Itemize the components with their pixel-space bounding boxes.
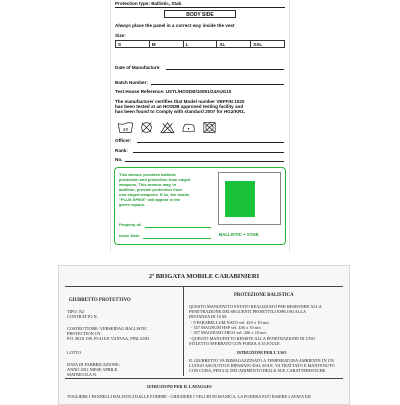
size-s: S — [116, 41, 150, 47]
intro-2: PENETRAZIONE DEI SEGUENTI PROIETTILI ESPLOSI ALLA — [189, 309, 307, 314]
extra-2: STILETTO SFERRATO CON FORZA A 35 JOULE. — [189, 341, 281, 346]
do-not-tumble-dry-icon — [201, 121, 218, 134]
size-table — [115, 40, 285, 48]
green-fill — [225, 181, 255, 217]
tipo: TIPO: N2 — [67, 309, 85, 314]
issue-date-line — [143, 238, 211, 239]
carabinieri-label — [58, 265, 350, 405]
do-not-dryclean-icon — [138, 121, 155, 134]
size-label: Size: — [115, 33, 126, 38]
certification-line-1: The manufacturer certifies that Model number VBFFIN 1020 — [115, 99, 245, 104]
green-text-6: "PLUS SPIKE" will appear in the — [119, 197, 181, 202]
no-line — [125, 161, 284, 162]
data-fabbricazione: DATA DI FABBRICAZIONE: — [67, 362, 120, 367]
green-text-5: non-edged weapons. If so, the words — [119, 192, 190, 197]
officer-label: Officer: — [115, 138, 132, 143]
column-divider — [183, 286, 184, 376]
protection-type: Protection type: Ballistic, Stab — [115, 1, 182, 6]
bullet-row-1: - 9 PARABELLUM NATO vel. 410 ± 10 m/s — [191, 320, 269, 325]
certification-line-2: has been tested at an HOSDB approved testing facility and — [115, 104, 244, 109]
date-of-manufacture: Date of Manufacture: — [115, 65, 161, 70]
lotto: LOTTO — [67, 350, 82, 355]
green-text-1: This armour provides ballistic — [119, 172, 176, 177]
placement-instruction: Always place the panel in a correct way inside the vest — [115, 23, 235, 28]
date-line — [166, 69, 284, 70]
wash-heading: ISTRUZIONI PER IL LAVAGGIO — [147, 384, 212, 389]
size-l: L — [184, 41, 218, 47]
do-not-bleach-icon — [159, 121, 176, 134]
right-heading: PROTEZIONE BALISTICA — [234, 293, 294, 298]
extra-1: - QUESTO MANUFATTO RESISTE ALLA PENETRAZIONE DI UNO — [189, 336, 315, 341]
use-text-1: IL GIUBBETTO VA IMMAGAZZINATO A TEMPERATURA AMBIENTE IN UN — [189, 358, 334, 363]
costruttore-2: PROTECTION OY — [67, 331, 102, 336]
officer-line — [137, 142, 284, 143]
anno-mese: ANNO 2011 MESE APRILE — [67, 367, 118, 372]
property-line — [145, 227, 211, 228]
bullet-row-3: - 357 MAGNUM CIRCO vel. 436 ± 10 m/s — [191, 330, 267, 335]
label-title: 2ª BRIGATA MOBILE CARABINIERI — [148, 273, 260, 280]
use-heading: ISTRUZIONI PER L'USO — [237, 350, 287, 355]
no-label: No. — [115, 157, 123, 162]
divider — [115, 7, 285, 8]
green-text-2: protection and protection from edged — [119, 177, 191, 182]
issue-date-label: Issue Date: — [119, 233, 141, 238]
ballistic-stab-badge: BALLISTIC + STAB — [219, 232, 259, 237]
bullet-row-2: - 357 MAGNUM HSP vel. 436 ± 10 m/s — [191, 325, 261, 330]
care-symbols — [117, 121, 218, 134]
size-m: M — [150, 41, 184, 47]
ballistic-label — [110, 0, 290, 252]
size-xl: XL — [217, 41, 251, 47]
matricola: MATRICOLA N. — [67, 372, 98, 377]
green-text-7: green square. — [119, 202, 146, 207]
costruttore-1: COSTRUTTORE: VERSEIDAG BALLISTIC — [67, 326, 148, 331]
certification-line-3: has been found to Comply with standard 2007 for HG2/KR1. — [115, 109, 246, 114]
left-heading: GIUBBETTO PROTETTIVO — [69, 298, 131, 303]
test-house-reference: Test House Reference: USTL/HOSDB/10051/24AUG10 — [115, 89, 232, 94]
contratto: CONTRATTO N. — [67, 314, 98, 319]
rank-line — [133, 152, 284, 153]
use-text-3: CON CURA, PENA IL DECADIMENTO DELLE SUE CARATTERISTICHE. — [189, 368, 327, 373]
property-of-label: Property of: — [119, 222, 142, 227]
wash-divider — [65, 378, 343, 379]
wash-40-icon — [117, 121, 134, 134]
intro-3: DISTANZA DI 10 M: — [189, 314, 227, 319]
title-divider — [65, 286, 343, 287]
green-text-4: addition, provide protection from — [119, 187, 182, 192]
green-protection-box — [114, 167, 286, 245]
batch-line — [151, 84, 284, 85]
intro-1: QUESTO MANUFATTO ESTATO REALIZZATO PER RESISTERE ALLA — [189, 304, 322, 309]
size-xxl: XXL — [253, 42, 263, 47]
iron-low-icon — [180, 121, 197, 134]
wash-text: TOGLIERE I PANNELLI BALISTICI DALLE FODERE - CHIUDERE I VELCRI DI MANICA, LA FODERA PUÒ ESSERE LAVATA ED — [67, 394, 311, 399]
use-text-2: LUOGO ASCIUTTO E RIPARATO DAL SOLE. VA TRATTATO E MANTENUTO — [189, 363, 335, 368]
plus-spike-square — [218, 172, 281, 225]
rank-label: Rank: — [115, 148, 128, 153]
batch-number: Batch Number: — [115, 80, 148, 85]
green-text-3: weapons. This armour may, in — [119, 182, 177, 187]
svg-text:40: 40 — [122, 127, 129, 133]
costruttore-3: P.O. BOX 198, FI-41101 VANTAA, FINLAND — [67, 336, 150, 341]
body-side-box: BODY SIDE — [164, 10, 236, 18]
